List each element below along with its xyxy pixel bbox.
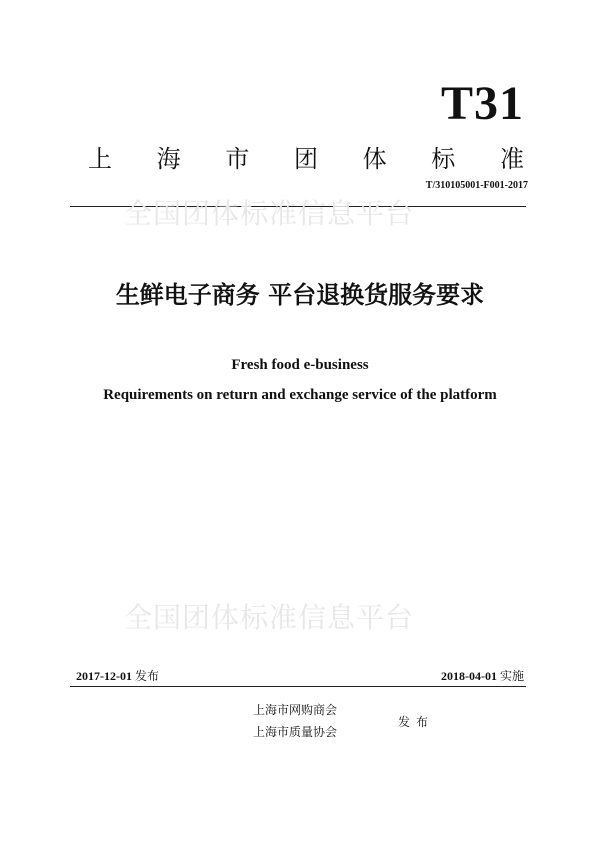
document-title-chinese: 生鲜电子商务 平台退换货服务要求 <box>115 281 485 309</box>
org-title-char: 上 <box>88 145 112 173</box>
issued-by-label: 发布 <box>398 715 435 729</box>
document-title-english-line2: Requirements on return and exchange service of the platform <box>103 387 497 403</box>
issue-date-label: 发布 <box>135 669 160 683</box>
org-title-char: 团 <box>293 145 318 173</box>
document-title-english-line1: Fresh food e-business <box>231 357 369 373</box>
publisher-name: 上海市质量协会 <box>253 725 338 739</box>
org-title-char: 准 <box>499 145 524 173</box>
watermark-bottom: 全国团体标准信息平台 <box>124 601 415 634</box>
document-number: T/310105001-F001-2017 <box>425 180 528 191</box>
standard-code: T31 <box>440 77 524 130</box>
organization-title <box>88 145 524 173</box>
implementation-date <box>441 667 524 684</box>
org-title-char: 标 <box>431 145 456 173</box>
org-title-char: 市 <box>225 145 250 173</box>
issue-date <box>76 667 159 684</box>
implementation-date-label: 实施 <box>499 669 524 683</box>
org-title-char: 体 <box>362 145 387 173</box>
footer-divider <box>70 686 526 687</box>
publisher-name: 上海市网购商会 <box>253 703 338 717</box>
issue-date-value: 2017-12-01 <box>76 669 132 683</box>
watermark-top: 全国团体标准信息平台 <box>124 197 415 230</box>
org-title-char: 海 <box>156 145 181 173</box>
implementation-date-value: 2018-04-01 <box>440 669 497 683</box>
